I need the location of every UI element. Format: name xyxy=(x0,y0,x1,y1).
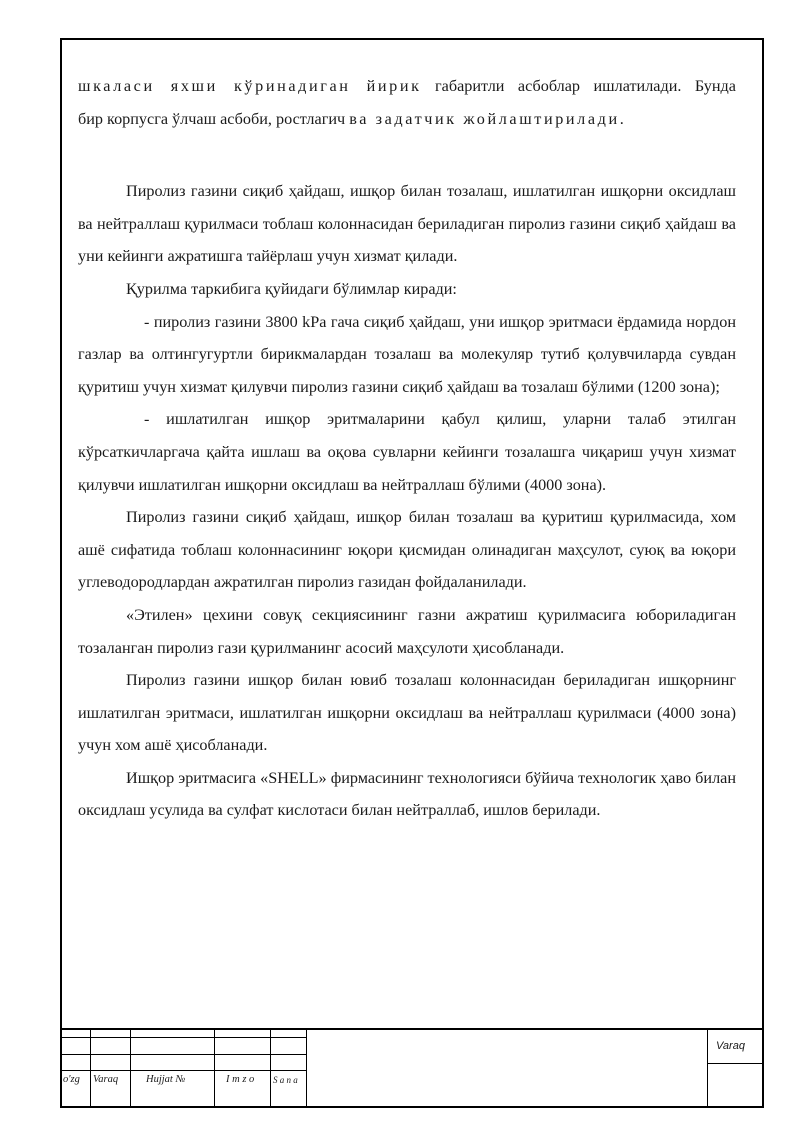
title-block-divider xyxy=(214,1030,215,1106)
intro-line-1 xyxy=(78,70,736,103)
intro-line2-text: бир корпусга ўлчаш асбоби, ростлагич xyxy=(78,109,350,128)
intro-text: габаритли асбоблар ишлатилади. Бунда xyxy=(421,77,736,95)
title-block-divider xyxy=(270,1030,271,1106)
document-number-label: Hujjat № xyxy=(146,1074,186,1085)
title-block-divider xyxy=(707,1030,708,1106)
intro-line2-spaced-text: ва задатчик жойлаштирилади. xyxy=(349,109,627,128)
title-block-rule xyxy=(62,1037,306,1038)
paragraph-gap xyxy=(78,135,736,175)
title-block-divider xyxy=(306,1030,307,1106)
title-block xyxy=(60,1030,764,1108)
intro-spaced-text: шкаласи яхши кўринадиган йирик xyxy=(78,77,422,95)
title-block-rule xyxy=(707,1063,764,1064)
paragraph: Пиролиз газини ишқор билан ювиб тозалаш колоннасидан бериладиган ишқорнинг ишлатилган эритмаси, ишлатилган ишқорни оксидлаш ва нейтраллаш қурилмаси (4000 зона) учун хом ашё ҳисобланади. xyxy=(78,671,736,755)
title-block-rule xyxy=(62,1070,306,1071)
signature-label: I m z o xyxy=(226,1074,255,1085)
change-label: o'zg xyxy=(63,1074,80,1085)
date-label: S a n a xyxy=(273,1075,298,1085)
title-block-divider xyxy=(90,1030,91,1106)
list-item: - ишлатилган ишқор эритмаларини қабул қилиш, уларни талаб этилган кўрсаткичларгача қайта ишлаш ва оқова сувларни кейинги тозалашга чиқариш учун хизмат қилувчи ишлатилган ишқорни оксидлаш ва нейтраллаш бўлими (4000 зона). xyxy=(78,410,736,494)
paragraph: Пиролиз газини сиқиб ҳайдаш, ишқор билан тозалаш ва қуритиш қурилмасида, хом ашё сифатида тоблаш колоннасининг юқори қисмидан олинадиган маҳсулот, суюқ ва юқори углеводородлардан ажратилган пиролиз газидан фойдаланилади. xyxy=(78,508,736,592)
intro-line-2 xyxy=(78,103,736,136)
paragraph: Пиролиз газини сиқиб ҳайдаш, ишқор билан тозалаш, ишлатилган ишқорни оксидлаш ва нейтраллаш қурилмаси тоблаш колоннасидан бериладиган пиролиз газини сиқиб ҳайдаш ва уни кейинги ажратишга тайёрлаш учун хизмат қилади. xyxy=(78,182,736,266)
document-body xyxy=(78,70,736,827)
title-block-rule xyxy=(62,1054,306,1055)
title-block-divider xyxy=(130,1030,131,1106)
paragraph: Қурилма таркибига қуйидаги бўлимлар киради: xyxy=(126,279,457,298)
paragraph: «Этилен» цехини совуқ секциясининг газни ажратиш қурилмасига юбориладиган тозаланган пиролиз гази қурилманинг асосий маҳсулоти ҳисобланади. xyxy=(78,605,736,657)
sheet-label: Varaq xyxy=(716,1040,745,1052)
paragraph: Ишқор эритмасига «SHELL» фирмасининг технологияси бўйича технологик ҳаво билан оксидлаш усулида ва сулфат кислотаси билан нейтраллаб, ишлов берилади. xyxy=(78,768,736,820)
list-item: - пиролиз газини 3800 kPa гача сиқиб ҳайдаш, уни ишқор эритмаси ёрдамида нордон газлар ва олтингугуртли бирикмалардан тозалаш ва молекуляр тутиб қолувчиларда сувдан қуритиш учун хизмат қилувчи пиролиз газини сиқиб ҳайдаш ва тозалаш бўлими (1200 зона); xyxy=(78,312,736,396)
sheet-col-label: Varaq xyxy=(93,1074,119,1085)
